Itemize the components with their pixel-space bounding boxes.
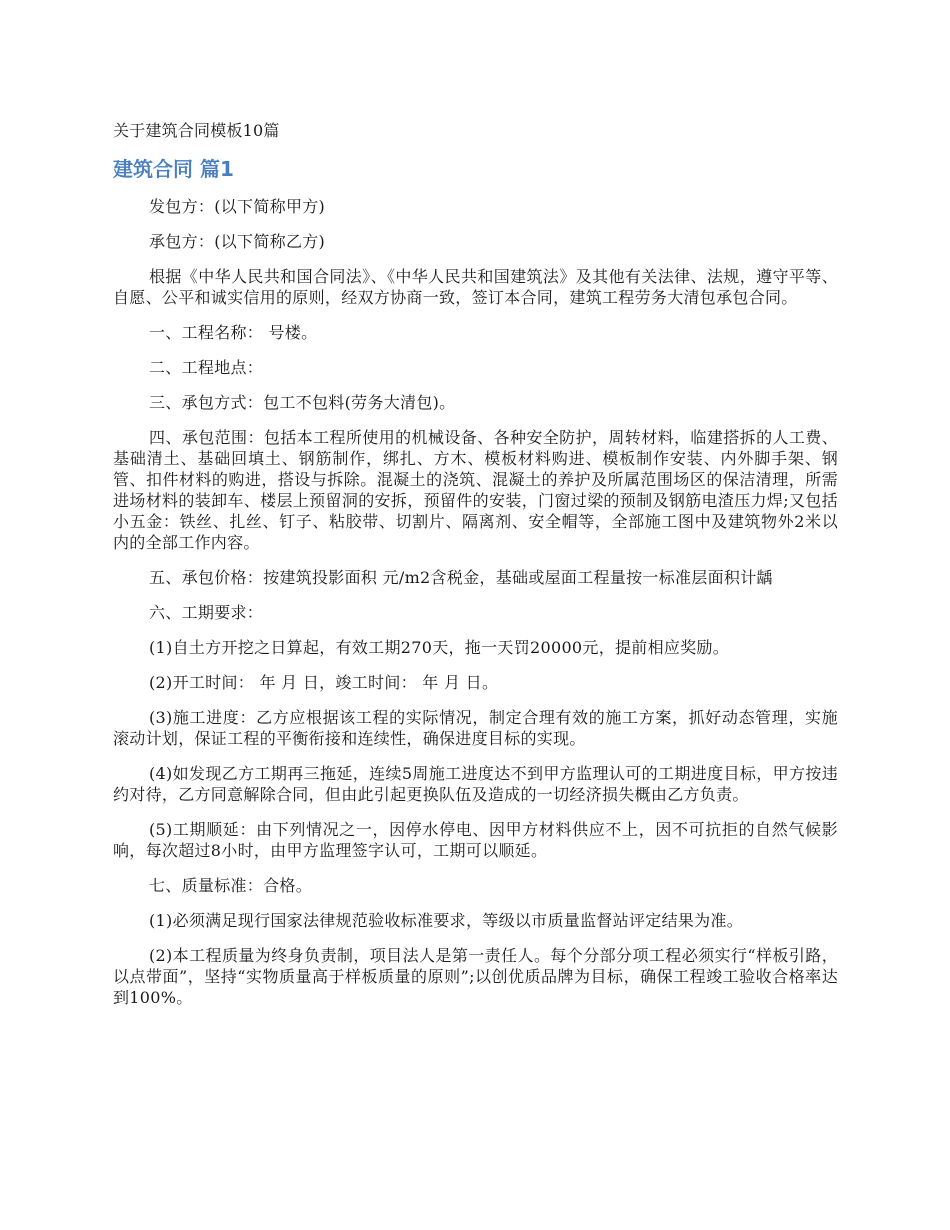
clause-quality-heading: 七、质量标准：合格。 — [149, 876, 313, 895]
section-heading: 建筑合同 篇1 — [113, 157, 234, 181]
clause-contract-method: 三、承包方式：包工不包料(劳务大清包)。 — [149, 393, 456, 412]
clause-contract-price: 五、承包价格：按建筑投影面积 元/m2含税金，基础或屋面工程量按一标准层面积计龋 — [149, 568, 773, 587]
schedule-item-5: (5)工期顺延：由下列情况之一，因停水停电、因甲方材料供应不上，因不可抗拒的自然气候影响，每次超过8小时，由甲方监理签字认可，工期可以顺延。 — [113, 820, 838, 860]
document-title: 关于建筑合同模板10篇 — [113, 121, 280, 140]
party-b-paragraph: 承包方：(以下简称乙方) — [149, 232, 326, 251]
clause-project-name: 一、工程名称： 号楼。 — [149, 323, 318, 342]
clause-schedule-heading: 六、工期要求： — [149, 603, 264, 622]
clause-project-location: 二、工程地点： — [149, 358, 264, 377]
document-page — [113, 120, 838, 1022]
preamble-paragraph: 根据《中华人民共和国合同法》、《中华人民共和国建筑法》及其他有关法律、法规，遵守平等、自愿、公平和诚实信用的原则，经双方协商一致，签订本合同，建筑工程劳务大清包承包合同。 — [113, 267, 838, 307]
schedule-item-2: (2)开工时间： 年 月 日，竣工时间： 年 月 日。 — [149, 673, 499, 692]
schedule-item-1: (1)自土方开挖之日算起，有效工期270天，拖一天罚20000元，提前相应奖励。 — [149, 638, 730, 657]
quality-item-1: (1)必须满足现行国家法律规范验收标准要求，等级以市质量监督站评定结果为准。 — [149, 911, 744, 930]
party-a-paragraph: 发包方：(以下简称甲方) — [149, 197, 326, 216]
schedule-item-3: (3)施工进度：乙方应根据该工程的实际情况，制定合理有效的施工方案，抓好动态管理，实施滚动计划，保证工程的平衡衔接和连续性，确保进度目标的实现。 — [113, 708, 838, 748]
quality-item-2: (2)本工程质量为终身负责制，项目法人是第一责任人。每个分部分项工程必须实行“样板引路，以点带面”，坚持“实物质量高于样板质量的原则”;以创优质品牌为目标，确保工程竣工验收合格率达到100%。 — [113, 946, 838, 1007]
schedule-item-4: (4)如发现乙方工期再三拖延，连续5周施工进度达不到甲方监理认可的工期进度目标，甲方按违约对待，乙方同意解除合同，但由此引起更换队伍及造成的一切经济损失概由乙方负责。 — [113, 764, 838, 804]
clause-contract-scope: 四、承包范围：包括本工程所使用的机械设备、各种安全防护，周转材料，临建搭拆的人工费、基础清土、基础回填土、钢筋制作，绑扎、方木、模板材料购进、模板制作安装、内外脚手架、钢管、扣件材料的购进，搭设与拆除。混凝土的浇筑、混凝土的养护及所属范围场区的保洁清理，所需进场材料的装卸车、楼层上预留洞的安拆，预留件的安装，门窗过梁的预制及钢筋电渣压力焊;又包括小五金：铁丝、扎丝、钉子、粘胶带、切割片、隔离剂、安全帽等，全部施工图中及建筑物外2米以内的全部工作内容。 — [113, 428, 838, 552]
